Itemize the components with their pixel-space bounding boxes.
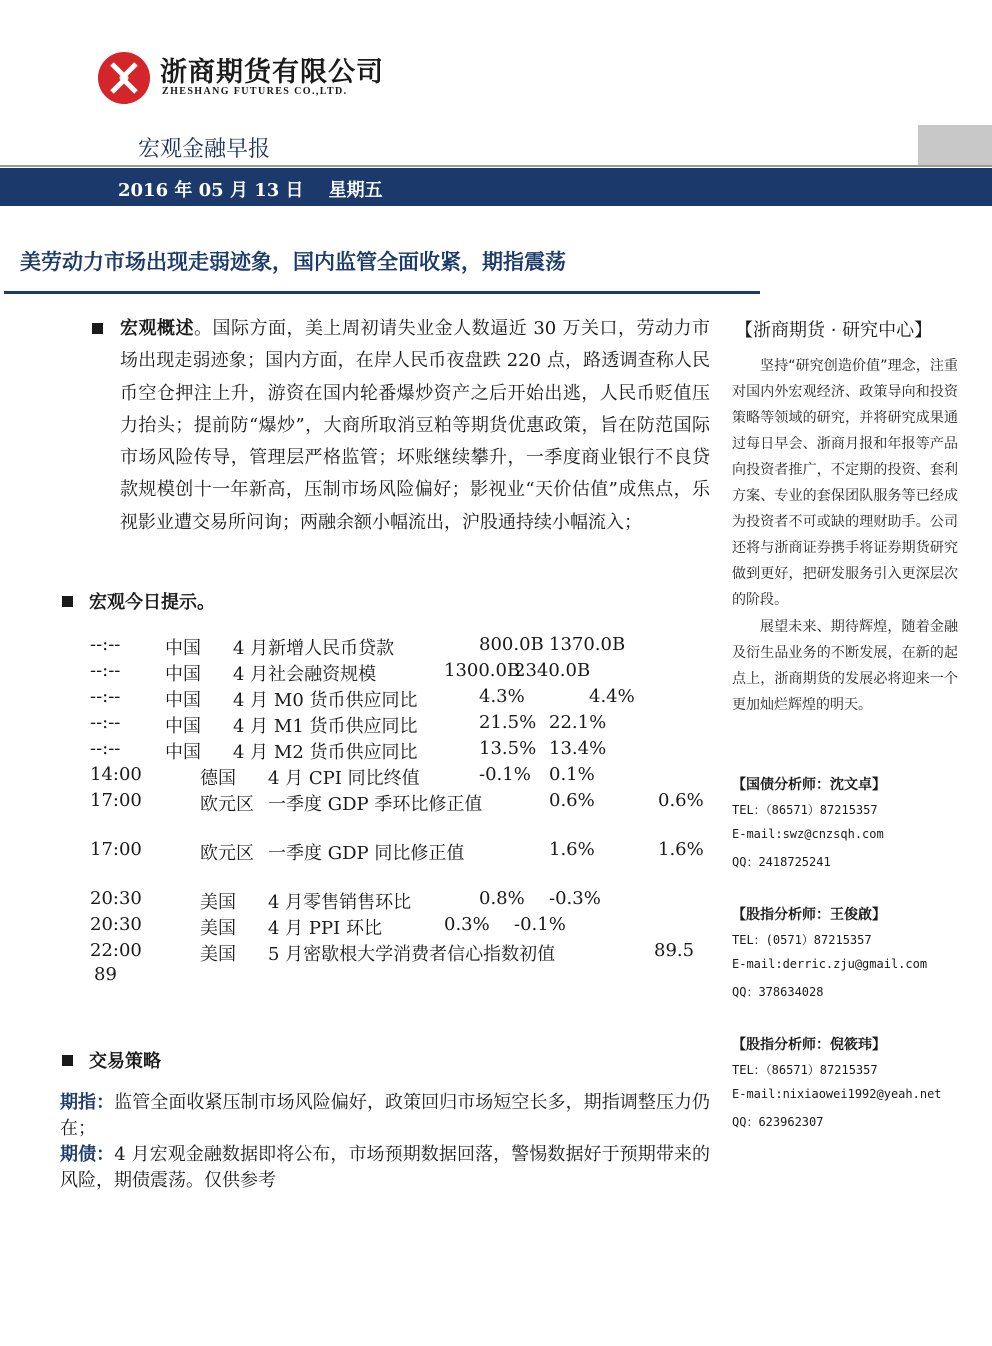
calendar-region: 美国 [200, 918, 236, 939]
report-date: 2016 年 05 月 13 日 星期五 [118, 180, 383, 201]
calendar-time: 17:00 [90, 839, 142, 860]
calendar-time: 14:00 [90, 764, 142, 785]
calendar-event: 4 月 M2 货币供应同比 [233, 742, 418, 763]
macro-overview-paragraph [120, 313, 710, 539]
analyst-tel: TEL：(0571）87215357 [732, 933, 872, 947]
calendar-time: --:-- [90, 660, 121, 681]
bullet-icon [92, 323, 103, 334]
calendar-time: --:-- [90, 634, 121, 655]
calendar-region: 欧元区 [200, 843, 254, 864]
bullet-icon [62, 1055, 73, 1066]
headline-divider [4, 291, 760, 294]
calendar-time: --:-- [90, 738, 121, 759]
analyst-name: 【股指分析师：倪筱玮】 [732, 1037, 886, 1053]
analyst-name: 【股指分析师：王俊啟】 [732, 907, 886, 923]
calendar-event: 4 月 PPI 环比 [268, 918, 382, 939]
calendar-event: 5 月密歇根大学消费者信心指数初值 [268, 944, 556, 965]
sidebar-title: 【浙商期货 · 研究中心】 [735, 320, 933, 341]
calendar-event: 4 月新增人民币贷款 [233, 638, 395, 659]
strategy-label: 期债： [60, 1144, 115, 1165]
calendar-value-1: -0.1% [479, 764, 531, 785]
calendar-region: 中国 [165, 690, 201, 711]
calendar-event: 4 月 CPI 同比终值 [268, 768, 420, 789]
calendar-value-1: 0.3% [444, 914, 490, 935]
sidebar-intro: 坚持“研究创造价值”理念，注重对国内外宏观经济、政策导向和投资策略等领域的研究，并将研究成果通过每日早会、浙商月报和年报等产品向投资者推广，不定期的投资、套利方案、专业的套保团队服务等已经成为投资者不可或缺的理财助手。公司还将与浙商证券携手将证券期货研究做到更好，把研发服务引入更深层次的阶段。 [732, 358, 958, 608]
calendar-value-2: 1370.0B [549, 634, 626, 655]
calendar-value-2: -0.1% [514, 914, 566, 935]
bullet-icon [62, 596, 73, 607]
calendar-region: 美国 [200, 944, 236, 965]
calendar-value-1: 1.6% [549, 839, 595, 860]
calendar-value-1: 4.3% [479, 686, 525, 707]
calendar-value-2: 22.1% [549, 712, 607, 733]
calendar-value-2: 2340.0B [514, 660, 591, 681]
calendar-event: 4 月 M1 货币供应同比 [233, 716, 418, 737]
calendar-value-2: 0.6% [658, 790, 704, 811]
calendar-event: 一季度 GDP 季环比修正值 [268, 794, 483, 815]
company-name-cn: 浙商期货有限公司 [160, 57, 384, 88]
calendar-value-2: 89 [94, 964, 117, 985]
analyst-tel: TEL：（86571）87215357 [732, 1063, 878, 1077]
sidebar-outlook: 展望未来、期待辉煌，随着金融及衍生品业务的不断发展，在新的起点上，浙商期货的发展必将迎来一个更加灿烂辉煌的明天。 [732, 619, 958, 713]
calendar-value-1: 0.6% [549, 790, 595, 811]
analyst-qq: QQ：623962307 [732, 1115, 824, 1129]
calendar-time: 20:30 [90, 914, 142, 935]
calendar-region: 中国 [165, 664, 201, 685]
strategy-text: 4 月宏观金融数据即将公布，市场预期数据回落，警惕数据好于预期带来的风险，期债震荡。仅供参考 [60, 1144, 711, 1191]
calendar-region: 德国 [200, 768, 236, 789]
header-divider [0, 165, 992, 167]
report-name: 宏观金融早报 [138, 137, 271, 162]
calendar-value-1: 0.8% [479, 888, 525, 909]
calendar-value-1: 89.5 [654, 940, 695, 961]
analyst-qq: QQ：2418725241 [732, 855, 831, 869]
section-title-today: 宏观今日提示。 [89, 592, 215, 613]
macro-overview-label: 宏观概述 [120, 318, 195, 339]
section-title-strategy: 交易策略 [89, 1051, 161, 1072]
calendar-region: 美国 [200, 892, 236, 913]
calendar-time: 22:00 [90, 940, 142, 961]
strategy-index-futures [60, 1090, 710, 1142]
strategy-text: 监管全面收紧压制市场风险偏好，政策回归市场短空长多，期指调整压力仍在； [60, 1092, 710, 1139]
calendar-region: 欧元区 [200, 794, 254, 815]
company-name-en: ZHESHANG FUTURES CO.,LTD. [162, 86, 348, 97]
calendar-value-1: 1300.0B [444, 660, 521, 681]
calendar-time: --:-- [90, 712, 121, 733]
calendar-event: 4 月 M0 货币供应同比 [233, 690, 418, 711]
header-gray-tab [918, 125, 992, 165]
strategy-label: 期指： [60, 1092, 115, 1113]
calendar-value-2: 4.4% [589, 686, 635, 707]
calendar-value-2: 1.6% [658, 839, 704, 860]
calendar-value-2: -0.3% [549, 888, 601, 909]
calendar-region: 中国 [165, 716, 201, 737]
calendar-value-2: 13.4% [549, 738, 607, 759]
analyst-qq: QQ：378634028 [732, 985, 824, 999]
calendar-region: 中国 [165, 638, 201, 659]
calendar-value-1: 13.5% [479, 738, 537, 759]
calendar-value-1: 800.0B [479, 634, 544, 655]
analyst-email[interactable]: E-mail:nixiaowei1992@yeah.net [732, 1087, 942, 1101]
strategy-bond-futures [60, 1142, 710, 1194]
analyst-email[interactable]: E-mail:swz@cnzsqh.com [732, 827, 884, 841]
calendar-value-1: 21.5% [479, 712, 537, 733]
calendar-time: --:-- [90, 686, 121, 707]
calendar-value-2: 0.1% [549, 764, 595, 785]
calendar-time: 17:00 [90, 790, 142, 811]
calendar-event: 一季度 GDP 同比修正值 [268, 843, 465, 864]
calendar-region: 中国 [165, 742, 201, 763]
macro-overview-text: 。国际方面，美上周初请失业金人数逼近 30 万关口，劳动力市场出现走弱迹象；国内方面，在岸人民币夜盘跌 220 点，路透调查称人民币空仓押注上升，游资在国内轮番爆炒资产之后开始出逃，人民币贬值压力抬头；提前防“爆炒”，大商所取消豆粕等期货优惠政策，旨在防范国际市场风险传导，管理层严格监管；坏账继续攀升，一季度商业银行不良贷款规模创十一年新高，压制市场风险偏好；影视业“天价估值”成焦点，乐视影业遭交易所问询；两融余额小幅流出，沪股通持续小幅流入； [120, 318, 710, 533]
analyst-name: 【国债分析师：沈文卓】 [732, 777, 886, 793]
analyst-tel: TEL：（86571）87215357 [732, 803, 878, 817]
company-logo-icon [96, 50, 152, 106]
calendar-event: 4 月社会融资规模 [233, 664, 377, 685]
calendar-time: 20:30 [90, 888, 142, 909]
page-headline: 美劳动力市场出现走弱迹象，国内监管全面收紧，期指震荡 [20, 250, 566, 274]
analyst-email[interactable]: E-mail:derric.zju@gmail.com [732, 957, 928, 971]
calendar-event: 4 月零售销售环比 [268, 892, 412, 913]
